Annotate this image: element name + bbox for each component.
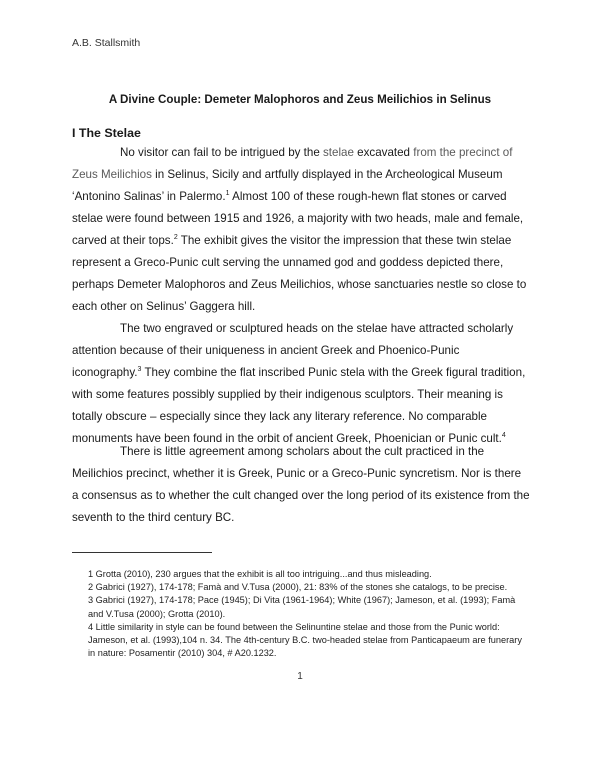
p2-text-a: The two engraved or sculptured heads on the stelae have attracted scholarly attention because of their uniqueness in ancient Greek and Phoenico-Punic iconography.: [72, 322, 514, 379]
p2-text-b: They combine the flat inscribed Punic stela with the Greek figural tradition, with some features possibly supplied by their indigenous sculptors. Their meaning is totally obscure – especially since they lack any literary reference. No comparable monuments have been found in the orbit of ancient Greek, Phoenician or Punic cult.: [72, 366, 526, 445]
footnote-4: 4 Little similarity in style can be found between the Selinuntine stelae and those from the Punic world: Jameson, et al. (1993),104 n. 34. The 4th-century B.C. two-headed stelae from Panticapaeum are funerary in nature: Posamentir (2010) 304, # A20.1232.: [88, 621, 522, 659]
footnote-1: 1 Grotta (2010), 230 argues that the exhibit is all too intriguing...and thus misleading.: [88, 569, 432, 579]
p1-highlight-precinct: from the precinct of Zeus Meilichios: [72, 146, 513, 181]
running-header-author: A.B. Stallsmith: [72, 37, 141, 49]
p1-highlight-stelae: stelae: [323, 146, 354, 159]
p1-text-e: The exhibit gives the visitor the impression that these twin stelae represent a Greco-Punic cult serving the unnamed god and goddess depicted there, perhaps Demeter Malophoros and Zeus Meilichios, whose sanctuaries nestle so close to each other on Selinus’ Gaggera hill.: [72, 234, 527, 313]
footnote-ref-4[interactable]: 4: [501, 432, 506, 439]
paragraph-3: [72, 441, 530, 529]
footnote-separator: [72, 552, 212, 553]
paragraph-1: [72, 142, 530, 318]
p1-text-c: in Selinus, Sicily and artfully displayed in the Archeological Museum ‘Antonino Salinas’ in Palermo.: [72, 168, 503, 203]
p1-text-d: Almost 100 of these rough-hewn flat stones or carved stelae were found between 1915 and 1926, a majority with two heads, male and female, carved at their tops.: [72, 190, 524, 247]
footnotes: [88, 568, 528, 660]
footnote-3: 3 Gabrici (1927), 174-178; Pace (1945); Di Vita (1961-1964); White (1967); Jameson, et al. (1993); Famà and V.Tusa (2000); Grotta (2010).: [88, 595, 516, 619]
section-heading: I The Stelae: [72, 126, 141, 140]
p3-text: There is little agreement among scholars about the cult practiced in the Meilichios precinct, whether it is Greek, Punic or a Greco-Punic syncretism. Nor is there a consensus as to whether the cult changed over the long period of its existence from the seventh to the third century BC.: [72, 445, 530, 524]
footnote-2: 2 Gabrici (1927), 174-178; Famà and V.Tusa (2000), 21: 83% of the stones she catalogs, to be precise.: [88, 582, 508, 593]
p1-text-a: No visitor can fail to be intrigued by the: [120, 146, 323, 159]
footnote-ref-2[interactable]: 2: [173, 234, 178, 241]
footnote-ref-1[interactable]: 1: [225, 190, 230, 197]
page-number: 1: [297, 671, 303, 682]
paper-title: A Divine Couple: Demeter Malophoros and Zeus Meilichios in Selinus: [108, 93, 492, 106]
paragraph-2: [72, 318, 530, 450]
footnote-ref-3[interactable]: 3: [137, 366, 142, 373]
p1-text-b: excavated: [353, 146, 414, 159]
